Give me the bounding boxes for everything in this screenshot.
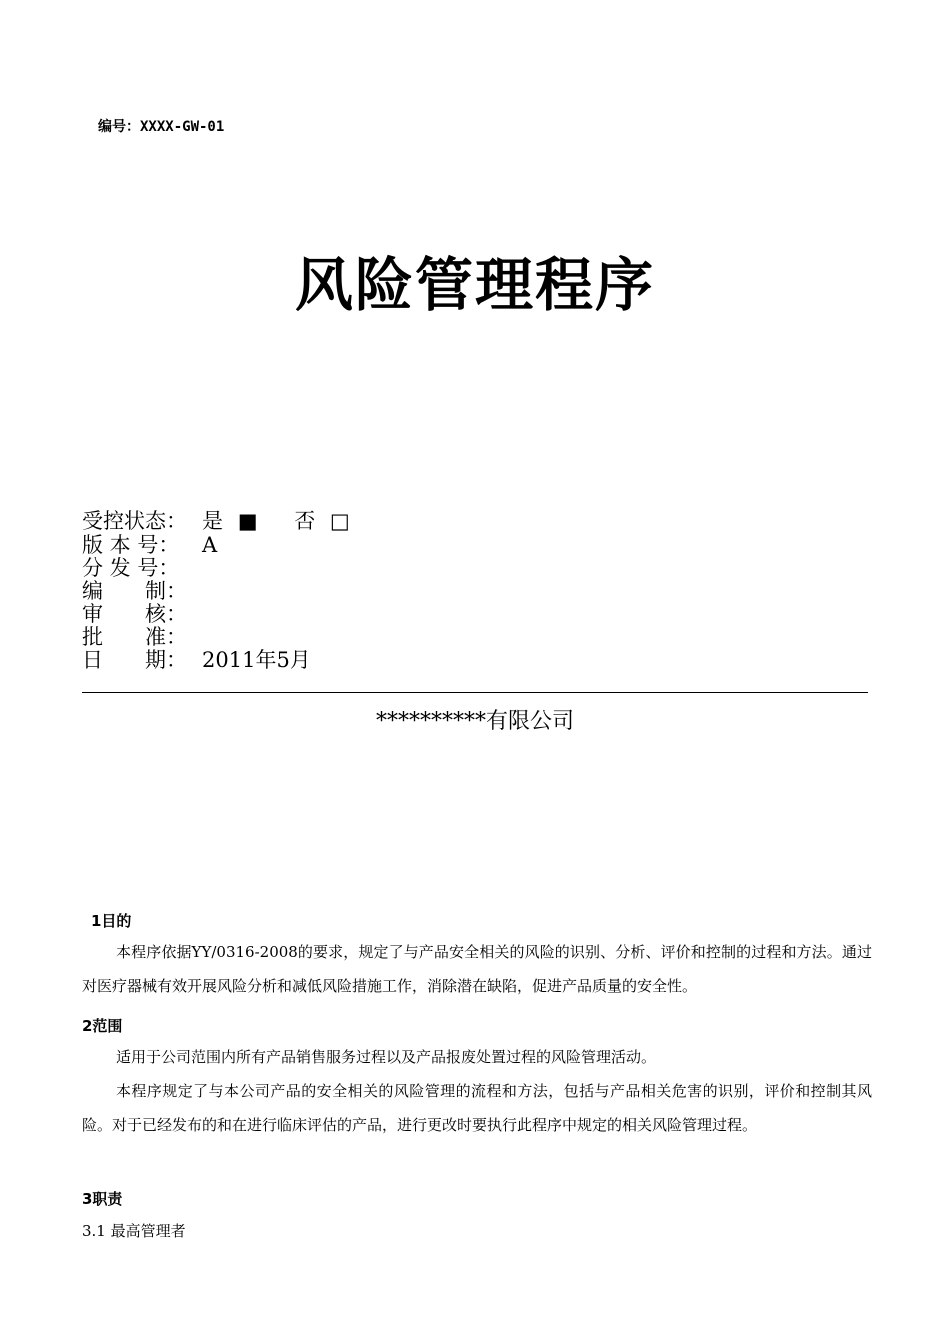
section-1-heading: 1目的 — [91, 912, 132, 930]
section-2-paragraph-1: 适用于公司范围内所有产品销售服务过程以及产品报废处置过程的风险管理活动。 — [116, 1048, 657, 1066]
prepared-label: 编 制： — [82, 579, 187, 603]
distribution-row — [82, 556, 202, 580]
section-3-heading: 3职责 — [82, 1190, 123, 1208]
version-label: 版 本 号： — [82, 533, 180, 557]
date-value: 2011年5月 — [202, 648, 311, 672]
version-row — [82, 533, 217, 557]
document-title: 风险管理程序 — [294, 251, 655, 319]
section-2-paragraph-2: 本程序规定了与本公司产品的安全相关的风险管理的流程和方法，包括与产品相关危害的识别，评价和控制其风险。对于已经发布的和在进行临床评估的产品，进行更改时要执行此程序中规定的相关风险管理过程。 — [82, 1082, 872, 1134]
section-3-1-item: 3.1 最高管理者 — [82, 1222, 186, 1240]
reviewed-row — [82, 602, 202, 626]
prepared-row — [82, 579, 202, 603]
control-status-row — [82, 509, 350, 533]
control-status-yes: 是 — [202, 509, 223, 533]
checkbox-checked-icon: ■ — [237, 509, 258, 533]
section-2-heading: 2范围 — [82, 1017, 123, 1035]
date-label: 日 期： — [82, 648, 187, 672]
control-status-no: 否 — [294, 509, 316, 533]
reviewed-label: 审 核： — [82, 602, 187, 626]
horizontal-divider — [82, 692, 868, 693]
approved-row — [82, 625, 202, 649]
version-value: A — [202, 533, 218, 557]
section-1-paragraph: 本程序依据YY/0316-2008的要求，规定了与产品安全相关的风险的识别、分析、评价和控制的过程和方法。通过对医疗器械有效开展风险分析和减低风险措施工作，消除潜在缺陷，促进产品质量的安全性。 — [82, 943, 872, 995]
checkbox-empty-icon: □ — [329, 509, 350, 533]
approved-label: 批 准： — [82, 625, 187, 649]
document-code: 编号：XXXX-GW-01 — [98, 119, 225, 135]
control-status-label: 受控状态： — [82, 509, 187, 533]
distribution-label: 分 发 号： — [82, 556, 180, 580]
company-name: **********有限公司 — [375, 709, 574, 734]
date-row — [82, 648, 311, 672]
